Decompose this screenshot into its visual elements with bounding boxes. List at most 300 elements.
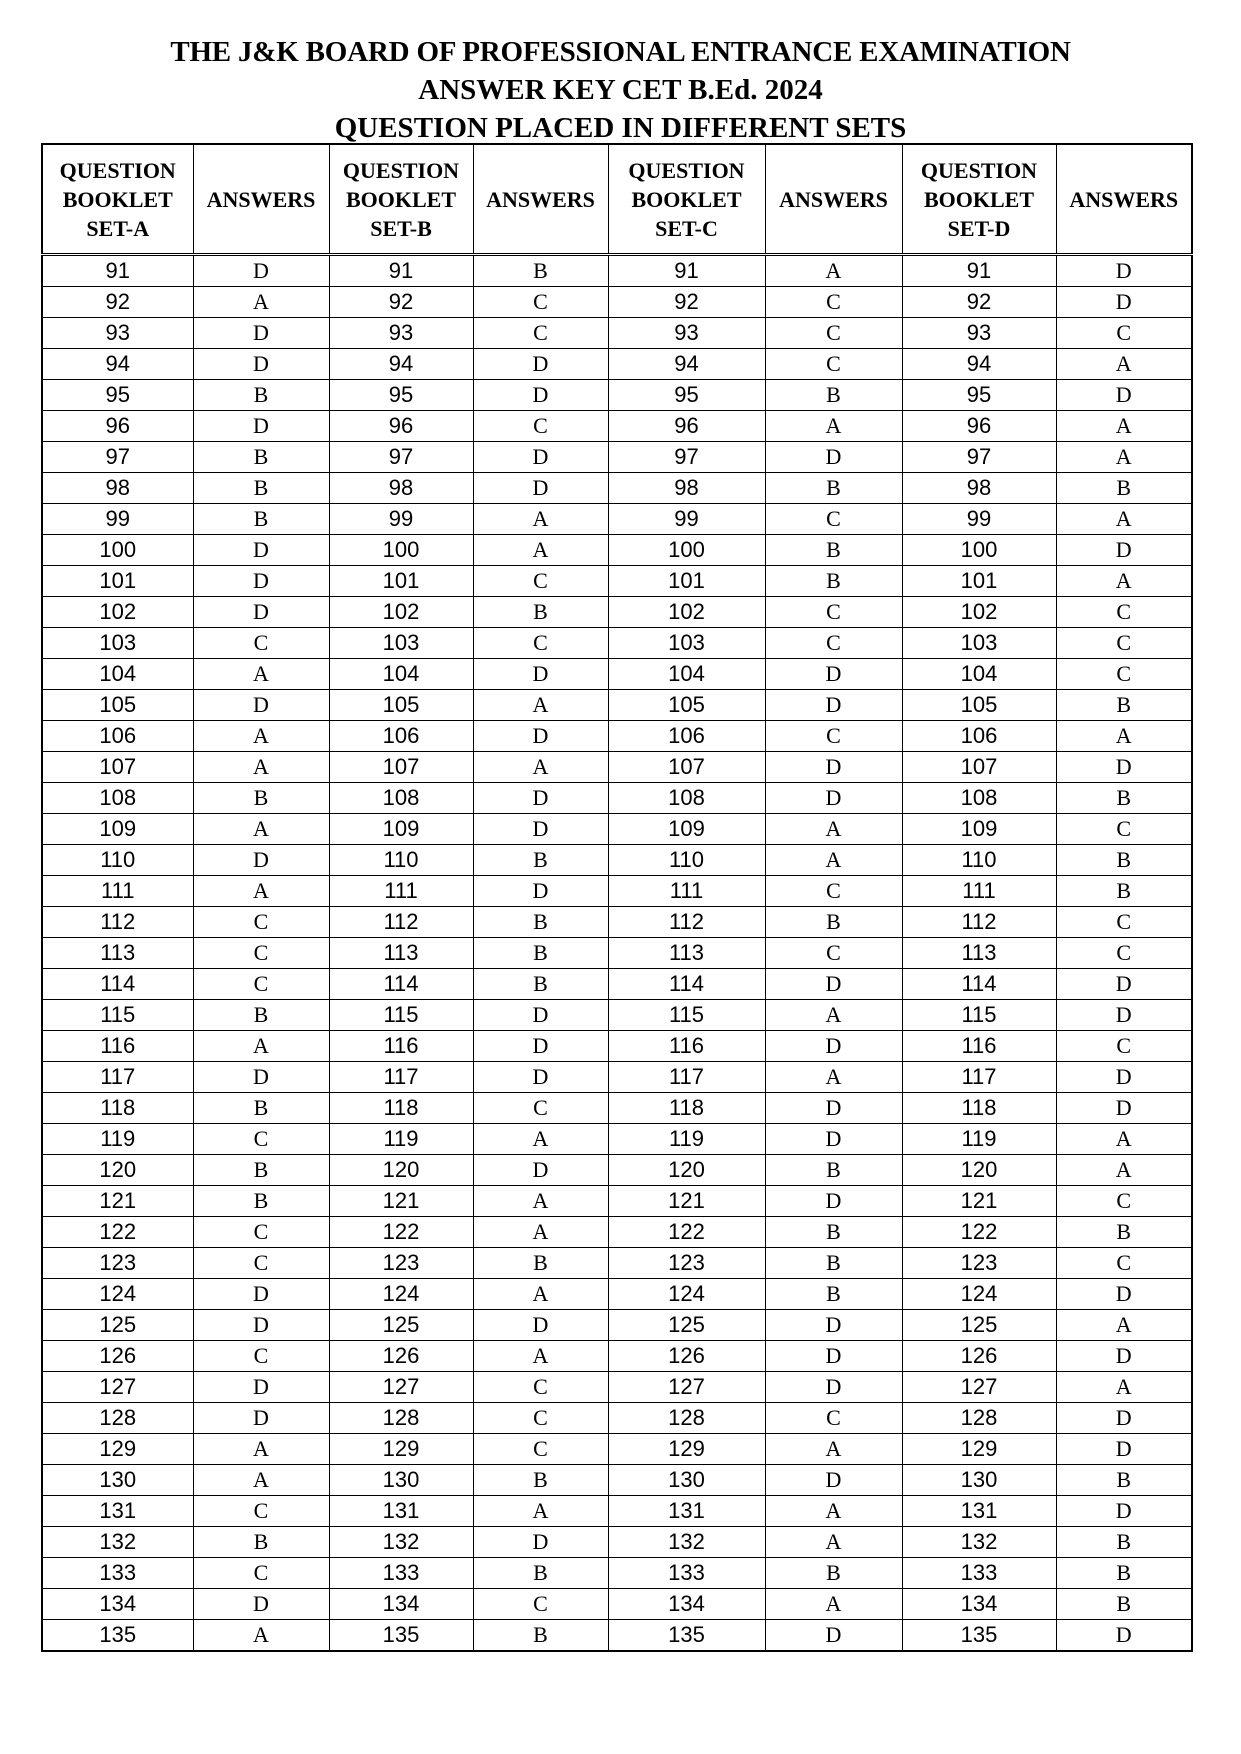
answer-set-d: C xyxy=(1056,659,1192,690)
header-set-label: SET-D xyxy=(947,215,1011,241)
question-number-set-c: 135 xyxy=(608,1620,765,1652)
answer-set-d: B xyxy=(1056,690,1192,721)
answer-set-b: A xyxy=(473,504,608,535)
question-number-set-d: 129 xyxy=(902,1434,1056,1465)
table-row xyxy=(42,1558,1192,1589)
question-number-set-c: 130 xyxy=(608,1465,765,1496)
question-number-set-b: 117 xyxy=(329,1062,473,1093)
answer-set-b: B xyxy=(473,1248,608,1279)
table-row xyxy=(42,255,1192,287)
question-number-set-b: 124 xyxy=(329,1279,473,1310)
question-number-set-a: 125 xyxy=(42,1310,193,1341)
question-number-set-d: 98 xyxy=(902,473,1056,504)
table-row xyxy=(42,721,1192,752)
question-number-set-a: 133 xyxy=(42,1558,193,1589)
question-number-set-d: 108 xyxy=(902,783,1056,814)
question-number-set-d: 120 xyxy=(902,1155,1056,1186)
answer-set-c: A xyxy=(765,255,902,287)
answer-set-c: B xyxy=(765,566,902,597)
question-number-set-a: 101 xyxy=(42,566,193,597)
answer-set-d: D xyxy=(1056,1496,1192,1527)
question-number-set-d: 106 xyxy=(902,721,1056,752)
question-number-set-c: 94 xyxy=(608,349,765,380)
header-question-word: QUESTION xyxy=(342,157,460,183)
answer-set-d: C xyxy=(1056,814,1192,845)
question-number-set-c: 133 xyxy=(608,1558,765,1589)
question-number-set-d: 104 xyxy=(902,659,1056,690)
question-number-set-d: 95 xyxy=(902,380,1056,411)
sets-subtitle: QUESTION PLACED IN DIFFERENT SETS xyxy=(334,112,907,144)
header-question-booklet-set-b xyxy=(329,144,473,255)
answer-set-b: B xyxy=(473,1558,608,1589)
answer-set-b: A xyxy=(473,690,608,721)
table-row xyxy=(42,1000,1192,1031)
answer-set-d: A xyxy=(1056,1372,1192,1403)
answer-set-d: C xyxy=(1056,1248,1192,1279)
answer-set-c: A xyxy=(765,845,902,876)
question-number-set-a: 114 xyxy=(42,969,193,1000)
question-number-set-b: 122 xyxy=(329,1217,473,1248)
table-row xyxy=(42,907,1192,938)
question-number-set-a: 123 xyxy=(42,1248,193,1279)
question-number-set-b: 134 xyxy=(329,1589,473,1620)
question-number-set-c: 104 xyxy=(608,659,765,690)
table-row xyxy=(42,1124,1192,1155)
answer-set-c: A xyxy=(765,1496,902,1527)
header-set-label: SET-B xyxy=(370,215,432,241)
question-number-set-a: 103 xyxy=(42,628,193,659)
answer-set-d: A xyxy=(1056,349,1192,380)
answer-set-b: A xyxy=(473,1341,608,1372)
question-number-set-b: 92 xyxy=(329,287,473,318)
answer-set-c: B xyxy=(765,1558,902,1589)
question-number-set-a: 132 xyxy=(42,1527,193,1558)
question-number-set-b: 115 xyxy=(329,1000,473,1031)
answer-set-a: B xyxy=(193,1155,329,1186)
document-header xyxy=(0,33,1241,147)
table-row xyxy=(42,1155,1192,1186)
answer-set-a: C xyxy=(193,628,329,659)
question-number-set-b: 135 xyxy=(329,1620,473,1652)
header-question-word: QUESTION xyxy=(628,157,745,183)
question-number-set-c: 123 xyxy=(608,1248,765,1279)
question-number-set-c: 128 xyxy=(608,1403,765,1434)
answer-set-a: D xyxy=(193,318,329,349)
answer-set-c: B xyxy=(765,907,902,938)
question-number-set-d: 134 xyxy=(902,1589,1056,1620)
answer-key-body xyxy=(42,255,1192,1652)
answer-set-c: A xyxy=(765,411,902,442)
answer-set-a: A xyxy=(193,814,329,845)
question-number-set-a: 108 xyxy=(42,783,193,814)
question-number-set-b: 91 xyxy=(329,255,473,287)
answer-set-b: C xyxy=(473,411,608,442)
question-number-set-b: 101 xyxy=(329,566,473,597)
answer-set-d: C xyxy=(1056,628,1192,659)
question-number-set-b: 127 xyxy=(329,1372,473,1403)
header-question-booklet-set-a xyxy=(42,144,193,255)
table-row xyxy=(42,597,1192,628)
question-number-set-a: 129 xyxy=(42,1434,193,1465)
question-number-set-c: 110 xyxy=(608,845,765,876)
answer-set-c: C xyxy=(765,349,902,380)
table-row xyxy=(42,1527,1192,1558)
answer-set-a: B xyxy=(193,380,329,411)
answer-set-b: A xyxy=(473,1496,608,1527)
question-number-set-d: 117 xyxy=(902,1062,1056,1093)
question-number-set-a: 135 xyxy=(42,1620,193,1652)
answer-set-c: C xyxy=(765,721,902,752)
question-number-set-b: 108 xyxy=(329,783,473,814)
answer-key-table xyxy=(41,143,1193,1652)
answer-set-c: B xyxy=(765,535,902,566)
answer-set-a: B xyxy=(193,1186,329,1217)
question-number-set-a: 121 xyxy=(42,1186,193,1217)
answer-set-c: D xyxy=(765,969,902,1000)
answer-set-d: D xyxy=(1056,1620,1192,1652)
question-number-set-b: 96 xyxy=(329,411,473,442)
question-number-set-d: 92 xyxy=(902,287,1056,318)
question-number-set-b: 94 xyxy=(329,349,473,380)
answer-set-c: D xyxy=(765,659,902,690)
answer-set-c: C xyxy=(765,287,902,318)
header-set-label: SET-A xyxy=(86,215,150,241)
question-number-set-c: 116 xyxy=(608,1031,765,1062)
question-number-set-c: 117 xyxy=(608,1062,765,1093)
question-number-set-a: 117 xyxy=(42,1062,193,1093)
question-number-set-c: 126 xyxy=(608,1341,765,1372)
answer-set-d: D xyxy=(1056,535,1192,566)
answer-set-b: A xyxy=(473,535,608,566)
question-number-set-c: 131 xyxy=(608,1496,765,1527)
answer-set-c: D xyxy=(765,690,902,721)
header-question-word: QUESTION xyxy=(59,157,176,183)
header-question-booklet-set-c xyxy=(608,144,765,255)
answer-key-title: ANSWER KEY CET B.Ed. 2024 xyxy=(418,74,823,106)
table-row xyxy=(42,535,1192,566)
answer-set-b: A xyxy=(473,1279,608,1310)
answer-set-b: B xyxy=(473,1620,608,1652)
question-number-set-d: 113 xyxy=(902,938,1056,969)
question-number-set-a: 120 xyxy=(42,1155,193,1186)
answer-set-b: C xyxy=(473,1589,608,1620)
answer-set-c: A xyxy=(765,814,902,845)
question-number-set-c: 132 xyxy=(608,1527,765,1558)
question-number-set-c: 125 xyxy=(608,1310,765,1341)
answer-set-a: A xyxy=(193,1434,329,1465)
question-number-set-c: 109 xyxy=(608,814,765,845)
answer-set-a: C xyxy=(193,969,329,1000)
question-number-set-a: 93 xyxy=(42,318,193,349)
question-number-set-b: 131 xyxy=(329,1496,473,1527)
table-row xyxy=(42,1186,1192,1217)
answer-set-c: A xyxy=(765,1062,902,1093)
answer-set-b: C xyxy=(473,566,608,597)
question-number-set-d: 93 xyxy=(902,318,1056,349)
answer-set-d: B xyxy=(1056,1558,1192,1589)
header-booklet-word: BOOKLET xyxy=(62,186,173,212)
question-number-set-d: 99 xyxy=(902,504,1056,535)
answer-set-a: D xyxy=(193,597,329,628)
question-number-set-c: 103 xyxy=(608,628,765,659)
question-number-set-d: 133 xyxy=(902,1558,1056,1589)
header-answers-set-b: ANSWERS xyxy=(473,144,608,255)
answer-set-d: A xyxy=(1056,1124,1192,1155)
answer-set-d: A xyxy=(1056,411,1192,442)
answer-set-a: D xyxy=(193,1062,329,1093)
question-number-set-b: 114 xyxy=(329,969,473,1000)
answer-set-d: D xyxy=(1056,1434,1192,1465)
answer-set-b: A xyxy=(473,1186,608,1217)
answer-set-d: A xyxy=(1056,566,1192,597)
question-number-set-d: 131 xyxy=(902,1496,1056,1527)
answer-set-b: C xyxy=(473,1372,608,1403)
question-number-set-c: 113 xyxy=(608,938,765,969)
question-number-set-a: 100 xyxy=(42,535,193,566)
question-number-set-b: 95 xyxy=(329,380,473,411)
answer-set-b: C xyxy=(473,1093,608,1124)
answer-set-a: D xyxy=(193,1372,329,1403)
question-number-set-c: 112 xyxy=(608,907,765,938)
answer-set-a: B xyxy=(193,1000,329,1031)
table-row xyxy=(42,1279,1192,1310)
answer-set-d: D xyxy=(1056,1093,1192,1124)
question-number-set-a: 130 xyxy=(42,1465,193,1496)
table-row xyxy=(42,1248,1192,1279)
table-row xyxy=(42,318,1192,349)
answer-set-c: D xyxy=(765,1310,902,1341)
question-number-set-b: 105 xyxy=(329,690,473,721)
answer-set-d: A xyxy=(1056,442,1192,473)
question-number-set-b: 119 xyxy=(329,1124,473,1155)
answer-set-a: B xyxy=(193,504,329,535)
question-number-set-d: 122 xyxy=(902,1217,1056,1248)
question-number-set-a: 105 xyxy=(42,690,193,721)
question-number-set-d: 105 xyxy=(902,690,1056,721)
question-number-set-d: 128 xyxy=(902,1403,1056,1434)
table-row xyxy=(42,473,1192,504)
header-question-booklet-set-d xyxy=(902,144,1056,255)
answer-set-d: B xyxy=(1056,783,1192,814)
question-number-set-b: 104 xyxy=(329,659,473,690)
answer-set-d: B xyxy=(1056,845,1192,876)
answer-set-d: C xyxy=(1056,318,1192,349)
answer-set-a: C xyxy=(193,1558,329,1589)
header-answers-set-a: ANSWERS xyxy=(193,144,329,255)
question-number-set-c: 121 xyxy=(608,1186,765,1217)
question-number-set-c: 105 xyxy=(608,690,765,721)
question-number-set-b: 111 xyxy=(329,876,473,907)
answer-set-a: A xyxy=(193,876,329,907)
question-number-set-a: 122 xyxy=(42,1217,193,1248)
answer-set-b: C xyxy=(473,1403,608,1434)
question-number-set-a: 99 xyxy=(42,504,193,535)
answer-set-c: C xyxy=(765,504,902,535)
answer-set-d: D xyxy=(1056,1403,1192,1434)
question-number-set-c: 129 xyxy=(608,1434,765,1465)
table-row xyxy=(42,1465,1192,1496)
answer-set-b: D xyxy=(473,442,608,473)
answer-set-a: C xyxy=(193,1496,329,1527)
answer-set-b: D xyxy=(473,349,608,380)
header-booklet-word: BOOKLET xyxy=(631,186,742,212)
header-booklet-word: BOOKLET xyxy=(345,186,457,212)
answer-set-d: A xyxy=(1056,1155,1192,1186)
answer-set-a: C xyxy=(193,1341,329,1372)
question-number-set-b: 133 xyxy=(329,1558,473,1589)
answer-set-c: C xyxy=(765,876,902,907)
question-number-set-b: 129 xyxy=(329,1434,473,1465)
answer-set-b: C xyxy=(473,287,608,318)
answer-set-a: C xyxy=(193,1248,329,1279)
answer-set-b: D xyxy=(473,1031,608,1062)
table-row xyxy=(42,1062,1192,1093)
answer-set-c: C xyxy=(765,597,902,628)
answer-set-d: C xyxy=(1056,1186,1192,1217)
question-number-set-b: 120 xyxy=(329,1155,473,1186)
question-number-set-b: 110 xyxy=(329,845,473,876)
question-number-set-b: 109 xyxy=(329,814,473,845)
answer-set-d: D xyxy=(1056,752,1192,783)
question-number-set-d: 107 xyxy=(902,752,1056,783)
question-number-set-a: 131 xyxy=(42,1496,193,1527)
answer-set-c: A xyxy=(765,1527,902,1558)
question-number-set-c: 92 xyxy=(608,287,765,318)
question-number-set-b: 118 xyxy=(329,1093,473,1124)
question-number-set-d: 102 xyxy=(902,597,1056,628)
question-number-set-c: 134 xyxy=(608,1589,765,1620)
answer-set-d: A xyxy=(1056,1310,1192,1341)
question-number-set-b: 107 xyxy=(329,752,473,783)
question-number-set-a: 111 xyxy=(42,876,193,907)
table-row xyxy=(42,783,1192,814)
answer-set-b: D xyxy=(473,380,608,411)
answer-set-b: D xyxy=(473,814,608,845)
question-number-set-c: 91 xyxy=(608,255,765,287)
table-row xyxy=(42,1403,1192,1434)
question-number-set-c: 100 xyxy=(608,535,765,566)
answer-set-b: D xyxy=(473,659,608,690)
answer-set-b: D xyxy=(473,473,608,504)
answer-set-d: C xyxy=(1056,938,1192,969)
question-number-set-b: 116 xyxy=(329,1031,473,1062)
question-number-set-a: 126 xyxy=(42,1341,193,1372)
question-number-set-c: 93 xyxy=(608,318,765,349)
table-row xyxy=(42,1031,1192,1062)
answer-set-a: A xyxy=(193,1465,329,1496)
question-number-set-d: 124 xyxy=(902,1279,1056,1310)
table-row xyxy=(42,1620,1192,1652)
question-number-set-c: 120 xyxy=(608,1155,765,1186)
answer-set-d: B xyxy=(1056,1589,1192,1620)
answer-set-a: C xyxy=(193,907,329,938)
question-number-set-b: 132 xyxy=(329,1527,473,1558)
answer-set-c: B xyxy=(765,1217,902,1248)
question-number-set-d: 112 xyxy=(902,907,1056,938)
question-number-set-d: 135 xyxy=(902,1620,1056,1652)
question-number-set-a: 119 xyxy=(42,1124,193,1155)
table-row xyxy=(42,1093,1192,1124)
question-number-set-a: 91 xyxy=(42,255,193,287)
answer-set-c: D xyxy=(765,783,902,814)
answer-set-b: D xyxy=(473,721,608,752)
answer-set-a: D xyxy=(193,535,329,566)
header-answers-set-d: ANSWERS xyxy=(1056,144,1192,255)
question-number-set-b: 100 xyxy=(329,535,473,566)
answer-set-a: B xyxy=(193,473,329,504)
answer-set-b: B xyxy=(473,255,608,287)
answer-set-a: D xyxy=(193,566,329,597)
question-number-set-a: 113 xyxy=(42,938,193,969)
answer-set-a: D xyxy=(193,411,329,442)
question-number-set-d: 130 xyxy=(902,1465,1056,1496)
question-number-set-b: 98 xyxy=(329,473,473,504)
answer-set-a: A xyxy=(193,659,329,690)
answer-set-b: A xyxy=(473,752,608,783)
question-number-set-c: 95 xyxy=(608,380,765,411)
answer-set-d: D xyxy=(1056,1341,1192,1372)
question-number-set-b: 103 xyxy=(329,628,473,659)
question-number-set-c: 127 xyxy=(608,1372,765,1403)
table-row xyxy=(42,969,1192,1000)
answer-set-a: D xyxy=(193,349,329,380)
table-row xyxy=(42,380,1192,411)
question-number-set-a: 127 xyxy=(42,1372,193,1403)
table-row xyxy=(42,876,1192,907)
question-number-set-d: 114 xyxy=(902,969,1056,1000)
question-number-set-a: 124 xyxy=(42,1279,193,1310)
answer-set-c: B xyxy=(765,1279,902,1310)
question-number-set-a: 92 xyxy=(42,287,193,318)
table-header-row xyxy=(42,144,1192,255)
answer-set-d: B xyxy=(1056,473,1192,504)
answer-set-a: A xyxy=(193,721,329,752)
question-number-set-b: 130 xyxy=(329,1465,473,1496)
question-number-set-c: 119 xyxy=(608,1124,765,1155)
question-number-set-c: 97 xyxy=(608,442,765,473)
question-number-set-c: 124 xyxy=(608,1279,765,1310)
table-row xyxy=(42,1496,1192,1527)
question-number-set-d: 118 xyxy=(902,1093,1056,1124)
answer-set-d: D xyxy=(1056,380,1192,411)
table-row xyxy=(42,1341,1192,1372)
answer-set-b: D xyxy=(473,1310,608,1341)
question-number-set-d: 97 xyxy=(902,442,1056,473)
answer-set-a: D xyxy=(193,690,329,721)
answer-set-c: D xyxy=(765,1465,902,1496)
question-number-set-a: 102 xyxy=(42,597,193,628)
answer-set-d: B xyxy=(1056,1465,1192,1496)
answer-set-b: D xyxy=(473,1527,608,1558)
answer-set-a: C xyxy=(193,938,329,969)
answer-set-a: D xyxy=(193,845,329,876)
answer-set-c: D xyxy=(765,752,902,783)
answer-set-a: D xyxy=(193,1279,329,1310)
answer-set-b: D xyxy=(473,1000,608,1031)
question-number-set-a: 97 xyxy=(42,442,193,473)
header-set-label: SET-C xyxy=(655,215,718,241)
question-number-set-b: 126 xyxy=(329,1341,473,1372)
table-row xyxy=(42,1372,1192,1403)
answer-set-c: D xyxy=(765,1620,902,1652)
question-number-set-a: 112 xyxy=(42,907,193,938)
answer-set-c: D xyxy=(765,1341,902,1372)
table-row xyxy=(42,938,1192,969)
answer-set-b: B xyxy=(473,907,608,938)
question-number-set-d: 116 xyxy=(902,1031,1056,1062)
answer-set-d: A xyxy=(1056,504,1192,535)
question-number-set-c: 118 xyxy=(608,1093,765,1124)
